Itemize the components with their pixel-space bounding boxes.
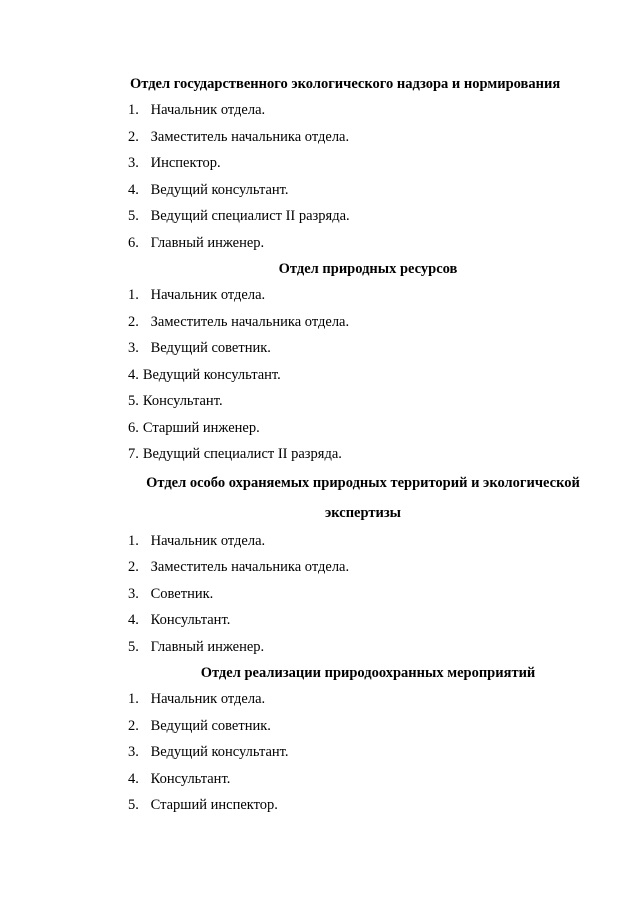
- item-number: 6.: [128, 419, 139, 436]
- item-number: 6.: [128, 234, 139, 251]
- list-item: [128, 177, 598, 204]
- list-item: [128, 124, 598, 151]
- list-item: [128, 581, 598, 608]
- item-text: Ведущий специалист II разряда.: [142, 446, 342, 462]
- list-item: [128, 792, 598, 819]
- list-item: [128, 97, 598, 124]
- item-number: 3.: [128, 585, 139, 602]
- item-number: 4.: [128, 366, 139, 383]
- list-item: [128, 766, 598, 793]
- item-text: Советник.: [150, 585, 214, 602]
- section-title-1: Отдел государственного экологического надзора и нормирования: [130, 76, 561, 92]
- item-text: Начальник отдела.: [150, 532, 266, 549]
- item-number: 4.: [128, 181, 139, 198]
- item-text: Старший инженер.: [142, 419, 260, 436]
- list-item: [128, 230, 598, 257]
- list-item: [128, 362, 598, 389]
- item-number: 3.: [128, 155, 139, 171]
- item-number: 4.: [128, 612, 139, 628]
- section-title-3: Отдел особо охраняемых природных территорий и экологической экспертизы: [146, 474, 580, 521]
- list-item: [128, 388, 598, 415]
- item-number: 1.: [128, 287, 139, 303]
- item-number: 5.: [128, 797, 139, 813]
- document-content: [128, 71, 598, 819]
- item-number: 7.: [128, 446, 139, 462]
- list-item: [128, 309, 598, 336]
- section-title-4: Отдел реализации природоохранных мероприятий: [200, 665, 536, 681]
- item-text: Начальник отдела.: [150, 287, 266, 303]
- item-number: 3.: [128, 744, 139, 760]
- item-text: Консультант.: [142, 393, 223, 409]
- item-text: Ведущий специалист II разряда.: [150, 208, 350, 224]
- item-text: Заместитель начальника отдела.: [150, 128, 350, 145]
- list-item: [128, 335, 598, 362]
- item-text: Ведущий советник.: [150, 717, 271, 734]
- item-text: Заместитель начальника отдела.: [150, 559, 350, 575]
- item-number: 2.: [128, 128, 139, 145]
- item-text: Начальник отдела.: [150, 102, 266, 118]
- list-item: [128, 739, 598, 766]
- item-number: 4.: [128, 770, 139, 787]
- list-item: [128, 441, 598, 468]
- item-number: 3.: [128, 340, 139, 356]
- list-item: [128, 713, 598, 740]
- list-item: [128, 554, 598, 581]
- item-number: 2.: [128, 717, 139, 734]
- item-text: Консультант.: [150, 612, 231, 628]
- list-item: [128, 607, 598, 634]
- item-number: 5.: [128, 393, 139, 409]
- list-item: [128, 686, 598, 713]
- list-item: [128, 415, 598, 442]
- item-text: Ведущий консультант.: [150, 744, 289, 760]
- item-text: Инспектор.: [150, 155, 221, 171]
- item-number: 2.: [128, 559, 139, 575]
- item-number: 1.: [128, 691, 139, 707]
- list-item: [128, 528, 598, 555]
- list-item: [128, 282, 598, 309]
- item-number: 2.: [128, 313, 139, 330]
- item-text: Начальник отдела.: [150, 691, 266, 707]
- item-text: Ведущий советник.: [150, 340, 271, 356]
- list-item: [128, 203, 598, 230]
- item-text: Главный инженер.: [150, 234, 265, 251]
- list-item: [128, 150, 598, 177]
- list-item: [128, 634, 598, 661]
- item-text: Ведущий консультант.: [150, 181, 289, 198]
- item-number: 1.: [128, 102, 139, 118]
- section-title-2: Отдел природных ресурсов: [278, 261, 458, 277]
- item-number: 1.: [128, 532, 139, 549]
- item-text: Консультант.: [150, 770, 231, 787]
- item-text: Заместитель начальника отдела.: [150, 313, 350, 330]
- item-text: Ведущий консультант.: [142, 366, 281, 383]
- item-number: 5.: [128, 208, 139, 224]
- item-number: 5.: [128, 638, 139, 655]
- item-text: Старший инспектор.: [150, 797, 278, 813]
- item-text: Главный инженер.: [150, 638, 265, 655]
